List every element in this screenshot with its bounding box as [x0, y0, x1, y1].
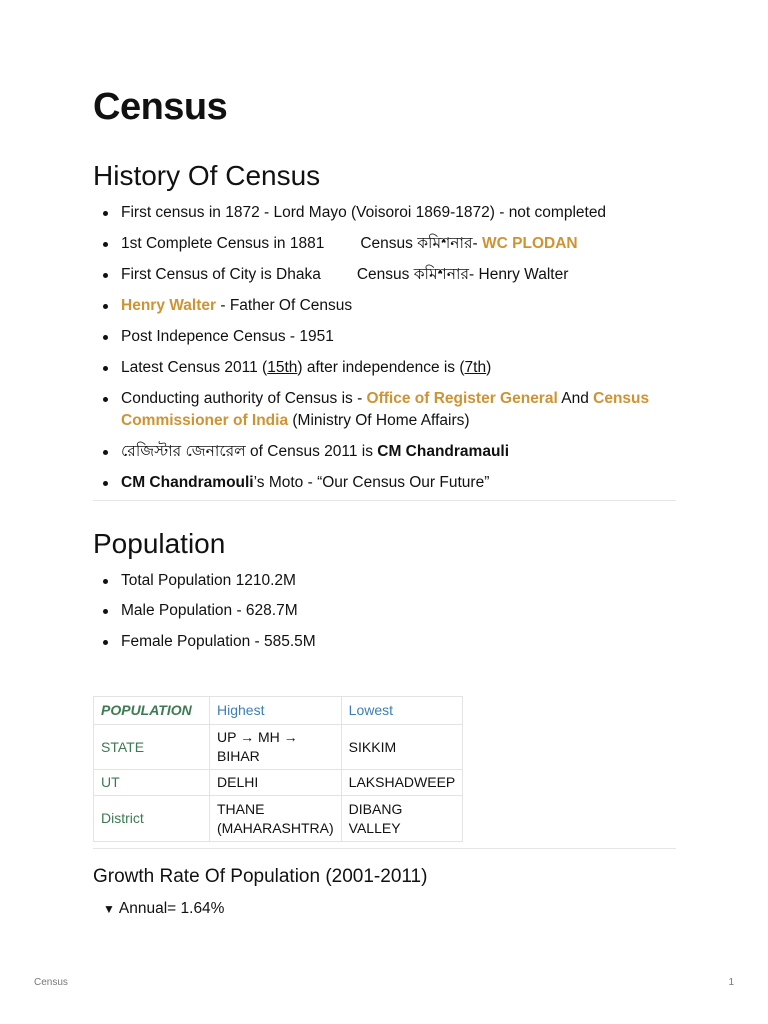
highlight-text: Office of Register General — [366, 390, 558, 407]
page-number: 1 — [728, 977, 734, 988]
growth-toggle[interactable] — [103, 898, 224, 920]
divider — [93, 848, 676, 849]
divider — [93, 500, 676, 501]
list-item: Conducting authority of Census is - Office of Register General And Census Commissioner of India (Ministry Of Home Affairs) — [93, 388, 676, 432]
table-cell: DIBANG VALLEY — [341, 796, 463, 842]
growth-heading: Growth Rate Of Population (2001-2011) — [93, 866, 428, 887]
list-item: Latest Census 2011 (15th) after independence is (7th) — [93, 357, 676, 379]
highlight-text: Census Commissioner of India — [121, 390, 650, 429]
table-row — [94, 770, 463, 796]
list-item: Total Population 1210.2M — [93, 570, 676, 592]
table-header-cell: Lowest — [341, 697, 463, 725]
population-heading: Population — [93, 528, 226, 559]
list-item: CM Chandramouli’s Moto - “Our Census Our Future” — [93, 472, 676, 494]
table-row — [94, 725, 463, 770]
population-list — [93, 570, 676, 653]
list-item: Post Indepence Census - 1951 — [93, 326, 676, 348]
population-table — [93, 696, 463, 842]
list-item: Henry Walter - Father Of Census — [93, 295, 676, 317]
highlight-text: WC PLODAN — [482, 235, 578, 252]
table-row-header: District — [94, 796, 210, 842]
table-row — [94, 796, 463, 842]
list-item: First census in 1872 - Lord Mayo (Voisoroi 1869-1872) - not completed — [93, 202, 676, 224]
footer-title: Census — [34, 977, 68, 988]
history-heading: History Of Census — [93, 160, 321, 191]
highlight-text: Henry Walter — [121, 297, 217, 314]
list-item: রেজিস্টার জেনারেল of Census 2011 is CM Chandramauli — [93, 441, 676, 463]
page-title: Census — [93, 86, 228, 128]
table-header-row — [94, 697, 463, 725]
triangle-down-icon[interactable]: ▼ — [103, 902, 115, 916]
table-header-cell: POPULATION — [94, 697, 210, 725]
history-list — [93, 202, 676, 494]
table-cell: SIKKIM — [341, 725, 463, 770]
list-item: First Census of City is Dhaka Census কমিশনার- Henry Walter — [93, 264, 676, 286]
table-row-header: UT — [94, 770, 210, 796]
table-header-cell: Highest — [210, 697, 342, 725]
list-item: Male Population - 628.7M — [93, 600, 676, 622]
table-cell: THANE (MAHARASHTRA) — [210, 796, 342, 842]
table-cell: LAKSHADWEEP — [341, 770, 463, 796]
toggle-label: Annual= 1.64% — [118, 900, 225, 917]
table-cell: DELHI — [210, 770, 342, 796]
table-row-header: STATE — [94, 725, 210, 770]
list-item: Female Population - 585.5M — [93, 631, 676, 653]
table-cell: UP → MH → BIHAR — [210, 725, 342, 770]
list-item: 1st Complete Census in 1881 Census কমিশনার- WC PLODAN — [93, 233, 676, 255]
